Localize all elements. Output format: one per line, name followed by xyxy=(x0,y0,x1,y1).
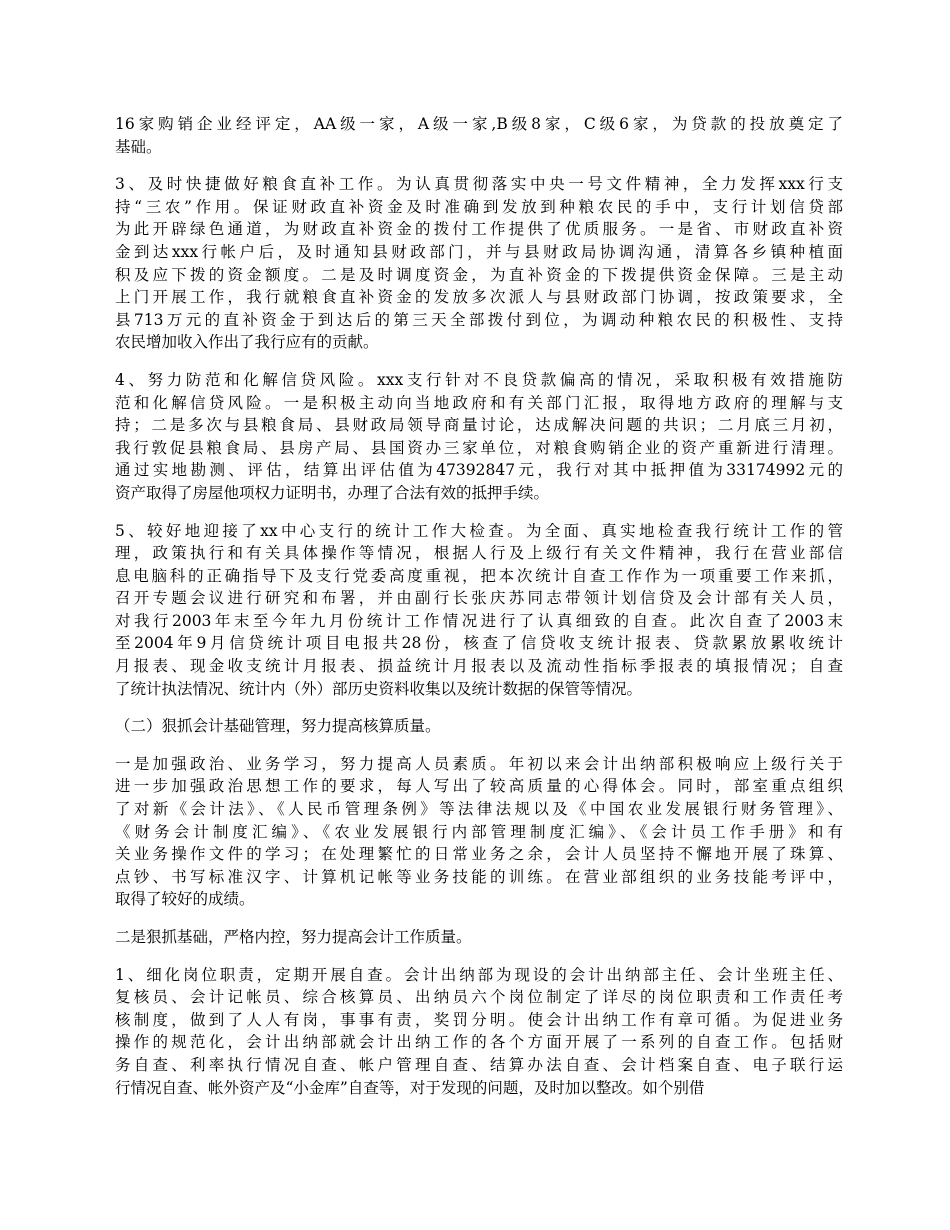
paragraph xyxy=(115,715,843,738)
text-line: 理，政策执行和有关具体操作等情况，根据人行及上级行有关文件精神，我行在营业部信 xyxy=(115,544,843,563)
text-line: 取得了较好的成绩。 xyxy=(115,890,255,909)
text-line: 召开专题会议进行研究和布署，并由副行长张庆苏同志带领计划信贷及会计部有关人员， xyxy=(115,589,843,608)
text-line: 《财务会计制度汇编》、《农业发展银行内部管理制度汇编》、《会计员工作手册》和有 xyxy=(115,822,843,841)
text-line: 行情况自查、帐外资产及“小金库”自查等，对于发现的问题，及时加以整改。如个别借 xyxy=(115,1078,705,1097)
text-line: 积及应下拨的资金额度。二是及时调度资金，为直补资金的下拨提供资金保障。三是主动 xyxy=(115,265,843,284)
text-line: 16家购销企业经评定，AA级一家，A级一家,B级8家，C级6家，为贷款的投放奠定了 xyxy=(115,115,843,133)
text-line: 二是狠抓基础，严格内控，努力提高会计工作质量。 xyxy=(115,928,472,946)
text-line: 点钞、书写标准汉字、计算机记帐等业务技能的训练。在营业部组织的业务技能考评中， xyxy=(115,867,843,886)
text-line: 资产取得了房屋他项权力证明书，办理了合法有效的抵押手续。 xyxy=(115,483,550,502)
text-line: 一是加强政治、业务学习，努力提高人员素质。年初以来会计出纳部积极响应上级行关于 xyxy=(115,754,843,773)
text-line: 我行敦促县粮食局、县房产局、县国资办三家单位，对粮食购销企业的资产重新进行清理。 xyxy=(115,438,843,457)
text-line: 1、细化岗位职责，定期开展自查。会计出纳部为现设的会计出纳部主任、会计坐班主任、 xyxy=(115,965,843,984)
text-line: 为此开辟绿色通道，为财政直补资金的拨付工作提供了优质服务。一是省、市财政直补资 xyxy=(115,220,843,239)
text-line: 通过实地勘测、评估，结算出评估值为47392847元，我行对其中抵押值为33174992元的 xyxy=(115,461,843,480)
text-line: 对我行2003年末至今年九月份统计工作情况进行了认真细致的自查。此次自查了2003末 xyxy=(115,611,843,630)
text-line: 月报表、现金收支统计月报表、损益统计月报表以及流动性指标季报表的填报情况；自查 xyxy=(115,657,843,676)
text-line: 5、较好地迎接了xx中心支行的统计工作大检查。为全面、真实地检查我行统计工作的管 xyxy=(115,521,843,540)
text-line: 了统计执法情况、统计内（外）部历史资料收集以及统计数据的保管等情况。 xyxy=(115,679,643,698)
paragraph xyxy=(115,520,843,701)
text-line: 金到达xxx行帐户后，及时通知县财政部门，并与县财政局协调沟通，清算各乡镇种植面 xyxy=(115,242,843,261)
paragraph xyxy=(115,369,843,505)
paragraph xyxy=(115,964,843,1100)
text-line: （二）狠抓会计基础管理，努力提高核算质量。 xyxy=(115,717,441,736)
text-line: 操作的规范化，会计出纳部就会计出纳工作的各个方面开展了一系列的自查工作。包括财 xyxy=(115,1033,843,1052)
text-line: 基础。 xyxy=(115,137,162,156)
text-line: 持；二是多次与县粮食局、县财政局领导商量讨论，达成解决问题的共识；二月底三月初， xyxy=(115,416,843,435)
text-line: 范和化解信贷风险。一是积极主动向当地政府和有关部门汇报，取得地方政府的理解与支 xyxy=(115,393,843,412)
text-line: 至2004年9月信贷统计项目电报共28份，核查了信贷收支统计报表、贷款累放累收统计 xyxy=(115,634,843,653)
paragraph xyxy=(115,113,843,158)
text-line: 了对新《会计法》、《人民币管理条例》等法律法规以及《中国农业发展银行财务管理》、 xyxy=(115,800,843,819)
text-line: 关业务操作文件的学习；在处理繁忙的日常业务之余，会计人员坚持不懈地开展了珠算、 xyxy=(115,845,843,864)
document-body xyxy=(115,113,843,1114)
paragraph xyxy=(115,173,843,354)
text-line: 县713万元的直补资金于到达后的第三天全部拨付到位，为调动种粮农民的积极性、支持 xyxy=(115,310,843,329)
text-line: 4、努力防范和化解信贷风险。xxx支行针对不良贷款偏高的情况，采取积极有效措施防 xyxy=(115,370,843,389)
text-line: 3、及时快捷做好粮食直补工作。为认真贯彻落实中央一号文件精神，全力发挥xxx行支 xyxy=(115,175,843,194)
text-line: 复核员、会计记帐员、综合核算员、出纳员六个岗位制定了详尽的岗位职责和工作责任考 xyxy=(115,988,843,1007)
text-line: 进一步加强政治思想工作的要求，每人写出了较高质量的心得体会。同时，部室重点组织 xyxy=(115,777,843,796)
paragraph xyxy=(115,926,843,949)
text-line: 务自查、利率执行情况自查、帐户管理自查、结算办法自查、会计档案自查、电子联行运 xyxy=(115,1055,843,1074)
text-line: 持“三农”作用。保证财政直补资金及时准确到发放到种粮农民的手中，支行计划信贷部 xyxy=(115,197,843,216)
text-line: 核制度，做到了人人有岗，事事有责，奖罚分明。使会计出纳工作有章可循。为促进业务 xyxy=(115,1010,843,1029)
text-line: 农民增加收入作出了我行应有的贡献。 xyxy=(115,333,379,352)
text-line: 息电脑科的正确指导下及支行党委高度重视，把本次统计自查工作作为一项重要工作来抓， xyxy=(115,566,843,585)
paragraph xyxy=(115,753,843,911)
text-line: 上门开展工作，我行就粮食直补资金的发放多次派人与县财政部门协调，按政策要求，全 xyxy=(115,288,843,307)
